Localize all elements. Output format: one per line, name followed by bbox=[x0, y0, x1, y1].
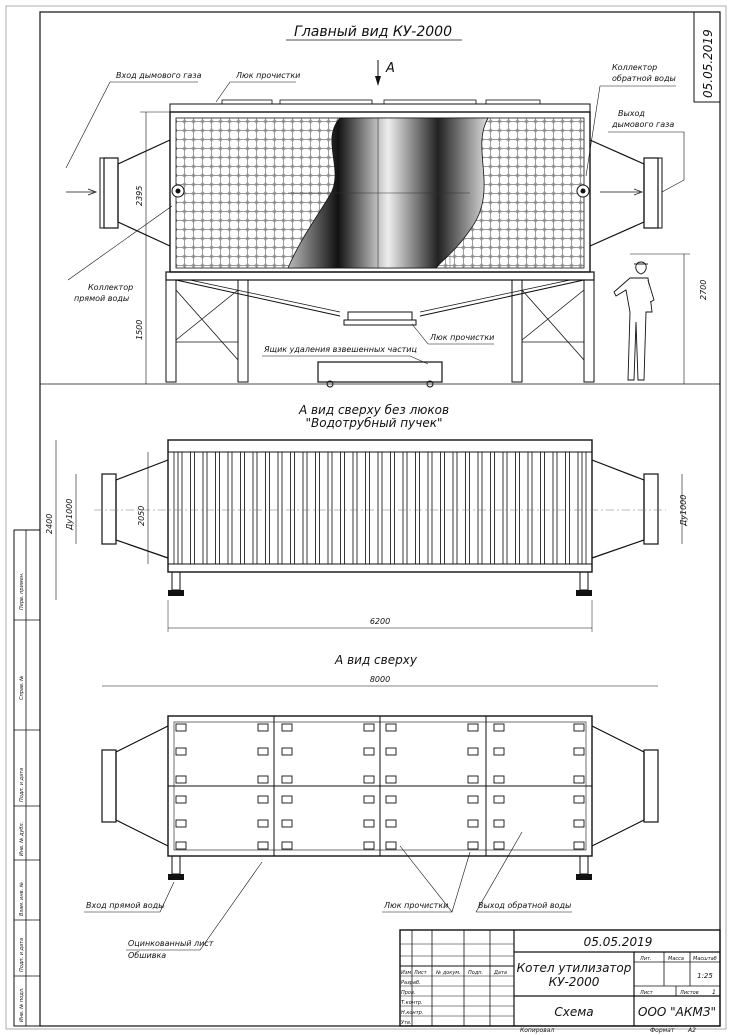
tb-sheets-value: 1 bbox=[712, 989, 716, 996]
dim-6200 bbox=[168, 600, 592, 632]
tb-col-izm: Изм. bbox=[401, 970, 413, 976]
tb-name-line1: Котел утилизатор bbox=[516, 961, 632, 975]
label-flue-gas-in: Вход дымового газа bbox=[116, 71, 202, 80]
margin-cell-7: Инв. № подл. bbox=[19, 987, 25, 1022]
label-ash-box: Ящик удаления взвешенных частиц bbox=[264, 345, 417, 354]
outlet-diffuser bbox=[590, 140, 644, 246]
label-return-water-out: Выход обратной воды bbox=[478, 901, 572, 910]
title-block-date: 05.05.2019 bbox=[583, 935, 653, 949]
tb-role-razrab: Разраб. bbox=[401, 980, 421, 986]
top-view-title: А вид сверху bbox=[335, 653, 417, 667]
tb-sheets: Листов bbox=[680, 990, 699, 996]
collector-right-icon bbox=[577, 185, 589, 197]
top-view-tube-bundle bbox=[94, 440, 666, 596]
tb-col-docno: № докум. bbox=[436, 970, 461, 976]
margin-cell-2: Справ. № bbox=[19, 675, 25, 700]
label-flue-gas-out-2: дымового газа bbox=[612, 120, 675, 129]
label-galvanized-sheet: Оцинкованный лист bbox=[128, 939, 214, 948]
tb-copied: Копировал bbox=[520, 1027, 555, 1034]
margin-cell-1: Перв. примен. bbox=[19, 572, 25, 610]
label-direct-collector-2: прямой воды bbox=[74, 294, 130, 303]
label-cleaning-hatch-top: Люк прочистки bbox=[236, 71, 301, 80]
top-view-no-hatches-subtitle: "Водотрубный пучек" bbox=[305, 416, 443, 430]
view-arrow-a bbox=[375, 60, 395, 86]
tb-lit: Лит. bbox=[640, 956, 652, 962]
svg-text:2700: 2700 bbox=[699, 279, 708, 300]
tb-name-line2: КУ-2000 bbox=[548, 975, 600, 989]
left-margin-stamp bbox=[14, 530, 40, 1026]
tb-role-prov: Пров. bbox=[401, 990, 416, 996]
dim-du-left bbox=[65, 474, 76, 544]
main-view bbox=[40, 63, 720, 387]
margin-cell-4: Инв. № дубл. bbox=[19, 821, 25, 856]
svg-text:Ду1000: Ду1000 bbox=[65, 498, 74, 530]
svg-text:Ду1000: Ду1000 bbox=[679, 494, 688, 526]
label-direct-water-in: Вход прямой воды bbox=[86, 901, 165, 910]
tb-doc-type: Схема bbox=[554, 1005, 594, 1019]
inlet-diffuser bbox=[118, 140, 170, 246]
date-stamp: 05.05.2019 bbox=[701, 29, 715, 98]
dim-du-right bbox=[679, 474, 688, 544]
label-cleaning-hatch: Люк прочистки bbox=[384, 901, 449, 910]
tb-format-value: A2 bbox=[688, 1027, 696, 1034]
margin-cell-5: Взам. инв. № bbox=[19, 882, 25, 916]
svg-text:2400: 2400 bbox=[45, 513, 54, 534]
svg-text:6200: 6200 bbox=[369, 617, 391, 626]
tb-sheet: Лист bbox=[640, 990, 653, 996]
dim-2400 bbox=[45, 440, 56, 600]
label-return-collector-2: обратной воды bbox=[612, 74, 676, 83]
tb-company: ООО "АКМЗ" bbox=[638, 1005, 716, 1019]
tb-col-date: Дата bbox=[494, 970, 507, 976]
top-view-no-hatches-title: А вид сверху без люков bbox=[298, 403, 450, 417]
label-lining: Обшивка bbox=[128, 951, 167, 960]
tb-col-sign: Подп. bbox=[468, 970, 484, 976]
dim-8000 bbox=[102, 675, 658, 686]
dim-1500 bbox=[135, 272, 146, 384]
tb-scale: Масштаб bbox=[693, 956, 717, 962]
view-arrow-label: A bbox=[386, 61, 395, 76]
main-view-title: Главный вид КУ-2000 bbox=[294, 24, 452, 40]
tb-mass: Масса bbox=[668, 956, 684, 962]
gas-out-arrow-icon bbox=[600, 189, 642, 195]
margin-cell-3: Подп. и дата bbox=[19, 767, 25, 802]
gas-in-arrow-icon bbox=[66, 189, 96, 195]
label-cleaning-hatch-bottom: Люк прочистки bbox=[430, 333, 495, 342]
svg-text:8000: 8000 bbox=[369, 675, 391, 684]
ash-box bbox=[318, 362, 442, 382]
svg-text:1500: 1500 bbox=[135, 319, 144, 340]
tb-col-list: Лист bbox=[414, 970, 427, 976]
margin-cell-6: Подп. и дата bbox=[19, 937, 25, 972]
tb-format: Формат bbox=[650, 1027, 675, 1034]
label-direct-collector-1: Коллектор bbox=[88, 283, 134, 292]
tb-role-tkontr: Т.контр. bbox=[401, 1000, 423, 1006]
tb-role-utv: Утв. bbox=[401, 1020, 412, 1026]
worker-figure-icon bbox=[614, 262, 654, 380]
tb-role-nkontr: Н.контр. bbox=[401, 1010, 424, 1016]
label-flue-gas-out-1: Выход bbox=[618, 109, 645, 118]
collector-left-icon bbox=[172, 185, 184, 197]
label-return-collector-1: Коллектор bbox=[612, 63, 658, 72]
svg-text:2050: 2050 bbox=[137, 505, 146, 526]
svg-text:2395: 2395 bbox=[135, 185, 144, 206]
dim-2395 bbox=[135, 112, 170, 272]
tb-scale-value: 1:25 bbox=[697, 972, 713, 980]
